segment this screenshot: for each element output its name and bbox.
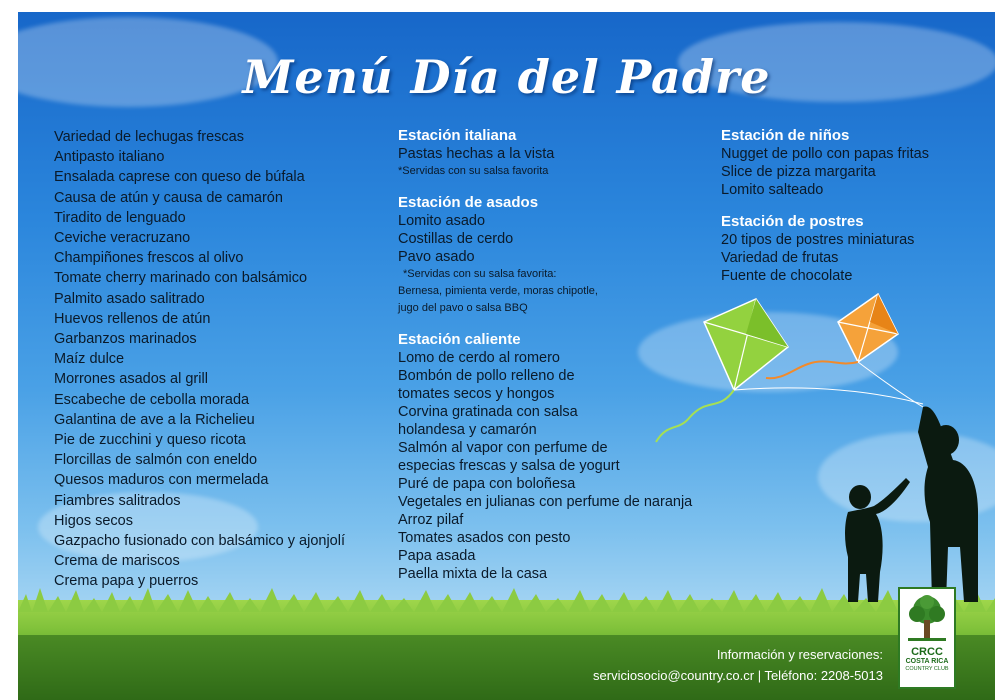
menu-item: Ensalada caprese con queso de búfala	[54, 169, 305, 186]
menu-item: Palmito asado salitrado	[54, 290, 205, 307]
page-title: Menú Día del Padre	[242, 50, 771, 104]
menu-column-kids-desserts	[721, 127, 981, 285]
menu-item: Paella mixta de la casa	[398, 566, 548, 582]
menu-item: Causa de atún y causa de camarón	[54, 189, 283, 206]
station-heading-ninos: Estación de niños	[721, 127, 850, 144]
menu-item: Ceviche veracruzano	[54, 230, 191, 247]
menu-item: Lomito asado	[398, 213, 486, 229]
sauce-note: *Servidas con su salsa favorita:	[403, 268, 557, 280]
father-son-silhouette	[845, 406, 978, 602]
menu-item: Variedad de frutas	[721, 250, 839, 266]
menu-item: Champiñones frescos al olivo	[54, 250, 244, 267]
menu-item: Vegetales en julianas con perfume de naranja	[398, 494, 693, 510]
menu-column-cold	[54, 127, 394, 592]
menu-item: Antipasto italiano	[54, 149, 165, 166]
station-heading-postres: Estación de postres	[721, 213, 864, 230]
menu-item: Pavo asado	[398, 249, 475, 265]
sauce-note: jugo del pavo o salsa BBQ	[398, 302, 528, 314]
menu-item: Costillas de cerdo	[398, 231, 514, 247]
menu-item: Lomo de cerdo al romero	[398, 350, 560, 366]
station-heading-caliente: Estación caliente	[398, 331, 521, 348]
menu-item: Crema papa y puerros	[54, 573, 199, 590]
menu-item: especias frescas y salsa de yogurt	[398, 458, 620, 474]
footer-label: Información y reservaciones:	[716, 647, 883, 662]
menu-item: Nugget de pollo con papas fritas	[721, 146, 929, 162]
club-logo	[898, 587, 956, 689]
menu-item: Pastas hechas a la vista	[398, 146, 555, 162]
menu-item: tomates secos y hongos	[398, 386, 555, 402]
menu-item: Bombón de pollo relleno de	[398, 368, 575, 384]
menu-item: Corvina gratinada con salsa	[398, 404, 578, 420]
menu-item: Papa asada	[398, 548, 476, 564]
menu-item: Arroz pilaf	[398, 512, 464, 528]
logo-abbr: CRCC	[911, 646, 943, 658]
menu-card	[18, 12, 995, 700]
menu-item: Salmón al vapor con perfume de	[398, 440, 608, 456]
menu-item: Escabeche de cebolla morada	[54, 391, 250, 408]
menu-item: Quesos maduros con mermelada	[54, 472, 269, 489]
menu-item: Florcillas de salmón con eneldo	[54, 452, 258, 469]
menu-item: Fiambres salitrados	[54, 492, 181, 509]
menu-column-stations	[398, 127, 728, 583]
station-heading-italiana: Estación italiana	[398, 127, 517, 144]
menu-item: Morrones asados al grill	[54, 371, 208, 388]
menu-item: 20 tipos de postres miniaturas	[721, 232, 915, 248]
menu-item: Maíz dulce	[54, 351, 125, 368]
menu-item: Puré de papa con boloñesa	[398, 476, 576, 492]
tree-logo-icon	[904, 592, 950, 644]
menu-item: Tomate cherry marinado con balsámico	[54, 270, 308, 287]
menu-item: Higos secos	[54, 512, 133, 529]
menu-item: Pie de zucchini y queso ricota	[54, 432, 246, 449]
menu-item: Lomito salteado	[721, 182, 824, 198]
logo-name-line2: COUNTRY CLUB	[905, 666, 949, 672]
footer-info	[593, 644, 883, 686]
footer-contact[interactable]: serviciosocio@country.co.cr | Teléfono: 2208-5013	[593, 668, 883, 683]
menu-item: Huevos rellenos de atún	[54, 310, 211, 327]
sauce-note: *Servidas con su salsa favorita	[398, 165, 549, 177]
sauce-note: Bernesa, pimienta verde, moras chipotle,	[398, 285, 598, 297]
menu-item: Slice de pizza margarita	[721, 164, 876, 180]
station-heading-asados: Estación de asados	[398, 194, 539, 211]
menu-item: Garbanzos marinados	[54, 331, 197, 348]
menu-item: Crema de mariscos	[54, 553, 180, 570]
menu-item: Tomates asados con pesto	[398, 530, 571, 546]
menu-item: Fuente de chocolate	[721, 268, 853, 284]
menu-item: Variedad de lechugas frescas	[54, 129, 244, 145]
menu-item: Tiradito de lenguado	[54, 209, 186, 226]
menu-item: Galantina de ave a la Richelieu	[54, 411, 255, 428]
logo-name-line1: COSTA RICA	[905, 658, 949, 665]
menu-item: Gazpacho fusionado con balsámico y ajonjolí	[54, 533, 345, 550]
menu-item: holandesa y camarón	[398, 422, 537, 438]
